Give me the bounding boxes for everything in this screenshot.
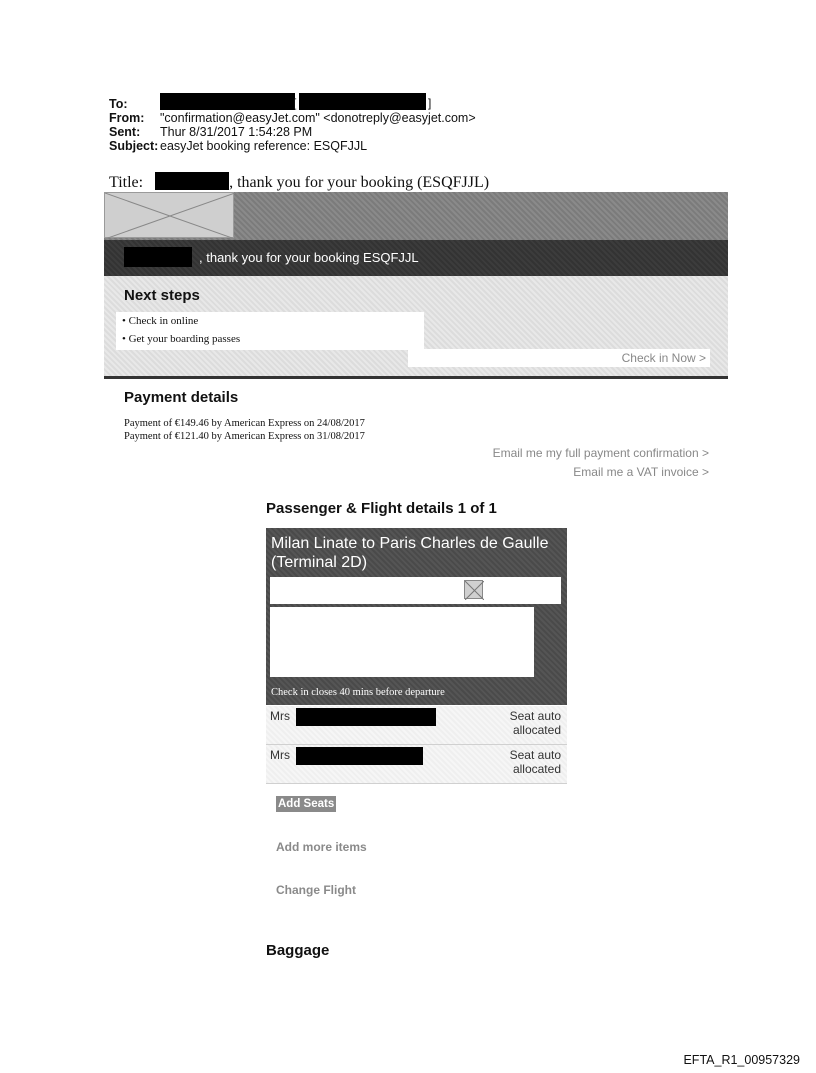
title-suffix: , thank you for your booking (ESQFJJL) bbox=[229, 174, 490, 191]
redaction-passenger-name bbox=[296, 708, 436, 726]
passenger-row bbox=[266, 706, 567, 745]
subject-label: Subject: bbox=[109, 139, 159, 153]
document-id: EFTA_R1_00957329 bbox=[683, 1053, 800, 1067]
bracket-glyph: ] bbox=[428, 96, 432, 110]
redaction-to-email bbox=[299, 93, 426, 110]
flight-card bbox=[266, 528, 567, 705]
broken-image-icon bbox=[105, 193, 235, 239]
add-seats-button[interactable]: Add Seats bbox=[278, 798, 335, 810]
from-label: From: bbox=[109, 111, 145, 125]
flight-info-row bbox=[270, 577, 561, 604]
flight-times-box bbox=[270, 607, 534, 677]
next-steps-title: Next steps bbox=[124, 287, 200, 304]
list-item: • Get your boarding passes bbox=[122, 333, 241, 345]
redaction-passenger-name bbox=[296, 747, 423, 765]
passenger-row bbox=[266, 745, 567, 784]
step-label: Check in online bbox=[128, 315, 199, 327]
sent-label: Sent: bbox=[109, 125, 141, 139]
title-line bbox=[109, 172, 489, 192]
flight-route: Milan Linate to Paris Charles de Gaulle (Terminal 2D) bbox=[271, 535, 549, 571]
payment-line: Payment of €121.40 by American Express on 31/08/2017 bbox=[124, 431, 365, 442]
redaction-banner-name bbox=[124, 247, 192, 267]
to-label: To: bbox=[109, 97, 128, 111]
step-label: Get your boarding passes bbox=[128, 333, 241, 345]
payment-confirmation-link[interactable]: Email me my full payment confirmation > bbox=[492, 446, 709, 460]
broken-image-icon bbox=[464, 580, 483, 599]
change-flight-link[interactable]: Change Flight bbox=[276, 883, 356, 897]
passenger-title: Mrs bbox=[270, 709, 290, 723]
check-in-closes-text: Check in closes 40 mins before departure bbox=[271, 687, 445, 698]
next-steps-list bbox=[116, 312, 424, 350]
logo-image-placeholder bbox=[104, 192, 234, 238]
from-value: "confirmation@easyJet.com" <donotreply@easyjet.com> bbox=[160, 111, 476, 125]
bracket-glyph: [ bbox=[293, 96, 297, 110]
redaction-to-name bbox=[160, 93, 295, 110]
next-steps-panel bbox=[104, 276, 728, 379]
baggage-title: Baggage bbox=[266, 942, 330, 959]
sent-value: Thur 8/31/2017 1:54:28 PM bbox=[160, 125, 313, 139]
flight-section-title: Passenger & Flight details 1 of 1 bbox=[266, 500, 497, 517]
redaction-title-name bbox=[155, 172, 229, 190]
thank-you-banner bbox=[104, 240, 728, 276]
subject-value: easyJet booking reference: ESQFJJL bbox=[160, 139, 368, 153]
vat-invoice-link[interactable]: Email me a VAT invoice > bbox=[573, 465, 709, 479]
list-item: • Check in online bbox=[122, 315, 199, 327]
payment-title: Payment details bbox=[124, 389, 239, 406]
title-prefix: Title: bbox=[109, 174, 144, 191]
passenger-title: Mrs bbox=[270, 748, 290, 762]
check-in-now-link[interactable]: Check in Now > bbox=[408, 349, 710, 367]
thank-you-text: , thank you for your booking ESQFJJL bbox=[199, 250, 419, 265]
payment-line: Payment of €149.46 by American Express on 24/08/2017 bbox=[124, 418, 365, 429]
seat-status: Seat auto allocated bbox=[509, 709, 561, 737]
add-more-items-link[interactable]: Add more items bbox=[276, 840, 367, 854]
seat-status: Seat auto allocated bbox=[509, 748, 561, 776]
